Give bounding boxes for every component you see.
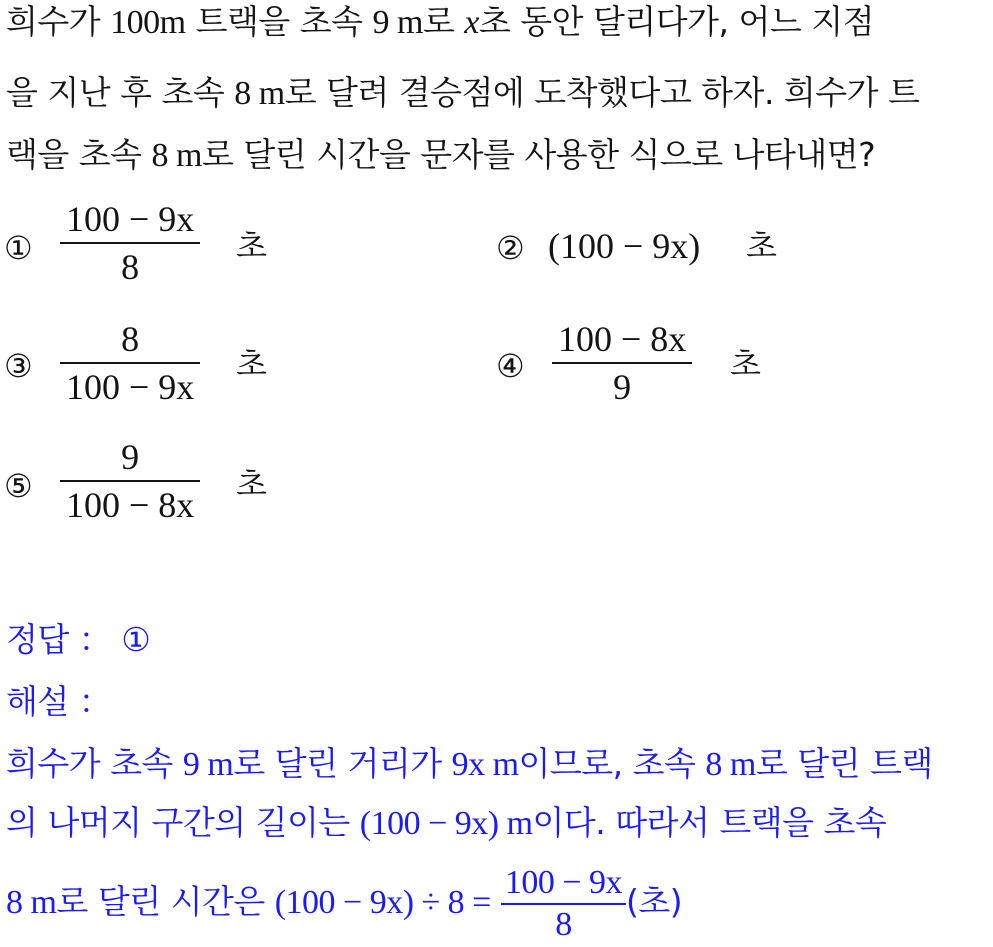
choice-marker: ④ — [496, 347, 525, 385]
unit-label: 초 — [236, 227, 267, 265]
fraction: 100 − 8x 9 — [552, 318, 692, 408]
question-line-2: 을 지난 후 초속 8 m로 달려 결승점에 도착했다고 하자. 희수가 트 — [6, 73, 920, 112]
unit-label: 초 — [746, 227, 777, 265]
choice-marker: ② — [496, 229, 525, 267]
fraction: 8 100 − 9x — [60, 318, 200, 408]
unit-label: 초 — [236, 465, 267, 503]
explanation-fraction: $\frac{100 - 9x}{8}$ — [501, 863, 626, 945]
expression: (100 − 9x) — [548, 226, 701, 266]
fraction-bar — [60, 242, 200, 244]
question-line-1: 희수가 100m 트랙을 초속 9 m로 x초 동안 달리다가, 어느 지점 — [6, 2, 874, 41]
explanation-line-1: 희수가 초속 9 m로 달린 거리가 9x m이므로, 초속 8 m로 달린 트랙 — [6, 744, 933, 783]
fraction-bar — [60, 480, 200, 482]
unit-label: 초 — [236, 345, 267, 383]
answer-line: 정답 ： ① — [6, 620, 151, 659]
choice-marker: ① — [4, 229, 33, 267]
explanation-label: 해설 ： — [6, 682, 112, 721]
explanation-line-3: 8 m로 달린 시간은 (100 − 9x) ÷ 8 = $\frac{100 - 9x}{8}$ (초) — [6, 863, 683, 943]
answer-value: ① — [121, 620, 151, 659]
fraction-bar — [552, 362, 692, 364]
fraction-bar — [60, 362, 200, 364]
choice-marker: ③ — [4, 347, 33, 385]
fraction: 9 100 − 8x — [60, 436, 200, 526]
fraction: 100 − 9x 8 — [60, 198, 200, 288]
explanation-line-2: 의 나머지 구간의 길이는 (100 − 9x) m이다. 따라서 트랙을 초속 — [6, 803, 887, 842]
question-line-3: 랙을 초속 8 m로 달린 시간을 문자를 사용한 식으로 나타내면? — [6, 135, 876, 174]
choice-marker: ⑤ — [4, 467, 33, 505]
unit-label: 초 — [730, 345, 761, 383]
